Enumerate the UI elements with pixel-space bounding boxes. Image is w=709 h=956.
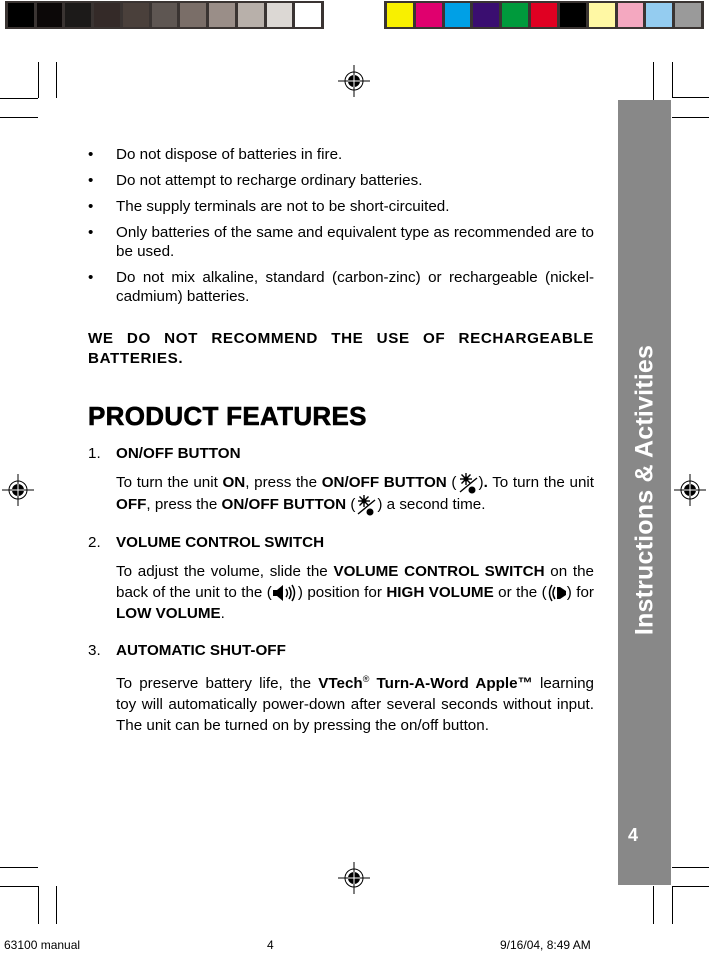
color-swatch: [502, 3, 528, 27]
footer-timestamp: 9/16/04, 8:49 AM: [500, 938, 591, 952]
color-swatch: [209, 3, 235, 27]
color-swatch: [560, 3, 586, 27]
feature-number: 3.: [88, 642, 101, 659]
list-item: • Do not attempt to recharge ordinary batteries.: [88, 171, 594, 190]
color-swatch: [94, 3, 120, 27]
color-swatch: [152, 3, 178, 27]
feature-heading: VOLUME CONTROL SWITCH: [116, 534, 325, 551]
list-item: • The supply terminals are not to be short-circuited.: [88, 197, 594, 216]
color-swatch: [646, 3, 672, 27]
color-swatch: [589, 3, 615, 27]
color-swatch: [675, 3, 701, 27]
feature-auto-shutoff: [88, 641, 594, 736]
color-calibration-bar: [384, 1, 704, 29]
footer-filename: 63100 manual: [4, 938, 81, 952]
main-content: [88, 145, 594, 753]
color-swatch: [295, 3, 321, 27]
power-button-icon: [355, 494, 377, 516]
color-swatch: [123, 3, 149, 27]
grayscale-calibration-bar: [5, 1, 324, 29]
registration-mark-right: [674, 474, 706, 506]
section-title: PRODUCT FEATURES: [88, 401, 367, 431]
color-swatch: [267, 3, 293, 27]
feature-volume-control: [88, 533, 594, 624]
color-swatch: [180, 3, 206, 27]
footer-page: 4: [267, 938, 274, 952]
registration-mark-left: [2, 474, 34, 506]
feature-description: To adjust the volume, slide the VOLUME CONTROL SWITCH on the back of the unit to the ( ) position for HIGH VOLUME or the ( ) for LOW VOLUME.: [116, 563, 595, 622]
feature-on-off: [88, 444, 594, 516]
feature-number: 1.: [88, 445, 101, 462]
list-item: • Do not dispose of batteries in fire.: [88, 145, 594, 164]
section-tab-title: Instructions & Activities: [630, 344, 659, 636]
registration-mark-bottom: [338, 862, 370, 894]
color-swatch: [416, 3, 442, 27]
color-swatch: [238, 3, 264, 27]
feature-number: 2.: [88, 534, 101, 551]
power-button-icon: [457, 472, 479, 494]
feature-description: To turn the unit ON, press the ON/OFF BUTTON ( ). To turn the unit OFF, press the ON/OFF BUTTON ( ) a second time.: [88, 472, 594, 516]
registration-mark-top: [338, 65, 370, 97]
color-swatch: [445, 3, 471, 27]
low-volume-icon: [547, 584, 567, 602]
color-swatch: [531, 3, 557, 27]
page-number: 4: [628, 825, 639, 845]
rechargeable-warning: WE DO NOT RECOMMEND THE USE OF RECHARGEABLE BATTERIES.: [88, 330, 594, 367]
color-swatch: [387, 3, 413, 27]
high-volume-icon: [272, 584, 298, 602]
list-item: • Do not mix alkaline, standard (carbon-zinc) or rechargeable (nickel-cadmium) batteries.: [88, 268, 594, 306]
color-swatch: [618, 3, 644, 27]
battery-safety-list: [88, 145, 594, 306]
feature-description: To preserve battery life, the VTech® Turn-A-Word Apple™ learning toy will automatically power-down after several seconds without input. The unit can be turned on by pressing the on/off button.: [116, 674, 594, 735]
color-swatch: [8, 3, 34, 27]
feature-heading: ON/OFF BUTTON: [116, 445, 241, 462]
color-swatch: [65, 3, 91, 27]
list-item: • Only batteries of the same and equivalent type as recommended are to be used.: [88, 223, 594, 261]
color-swatch: [37, 3, 63, 27]
feature-heading: AUTOMATIC SHUT-OFF: [116, 642, 286, 659]
color-swatch: [473, 3, 499, 27]
